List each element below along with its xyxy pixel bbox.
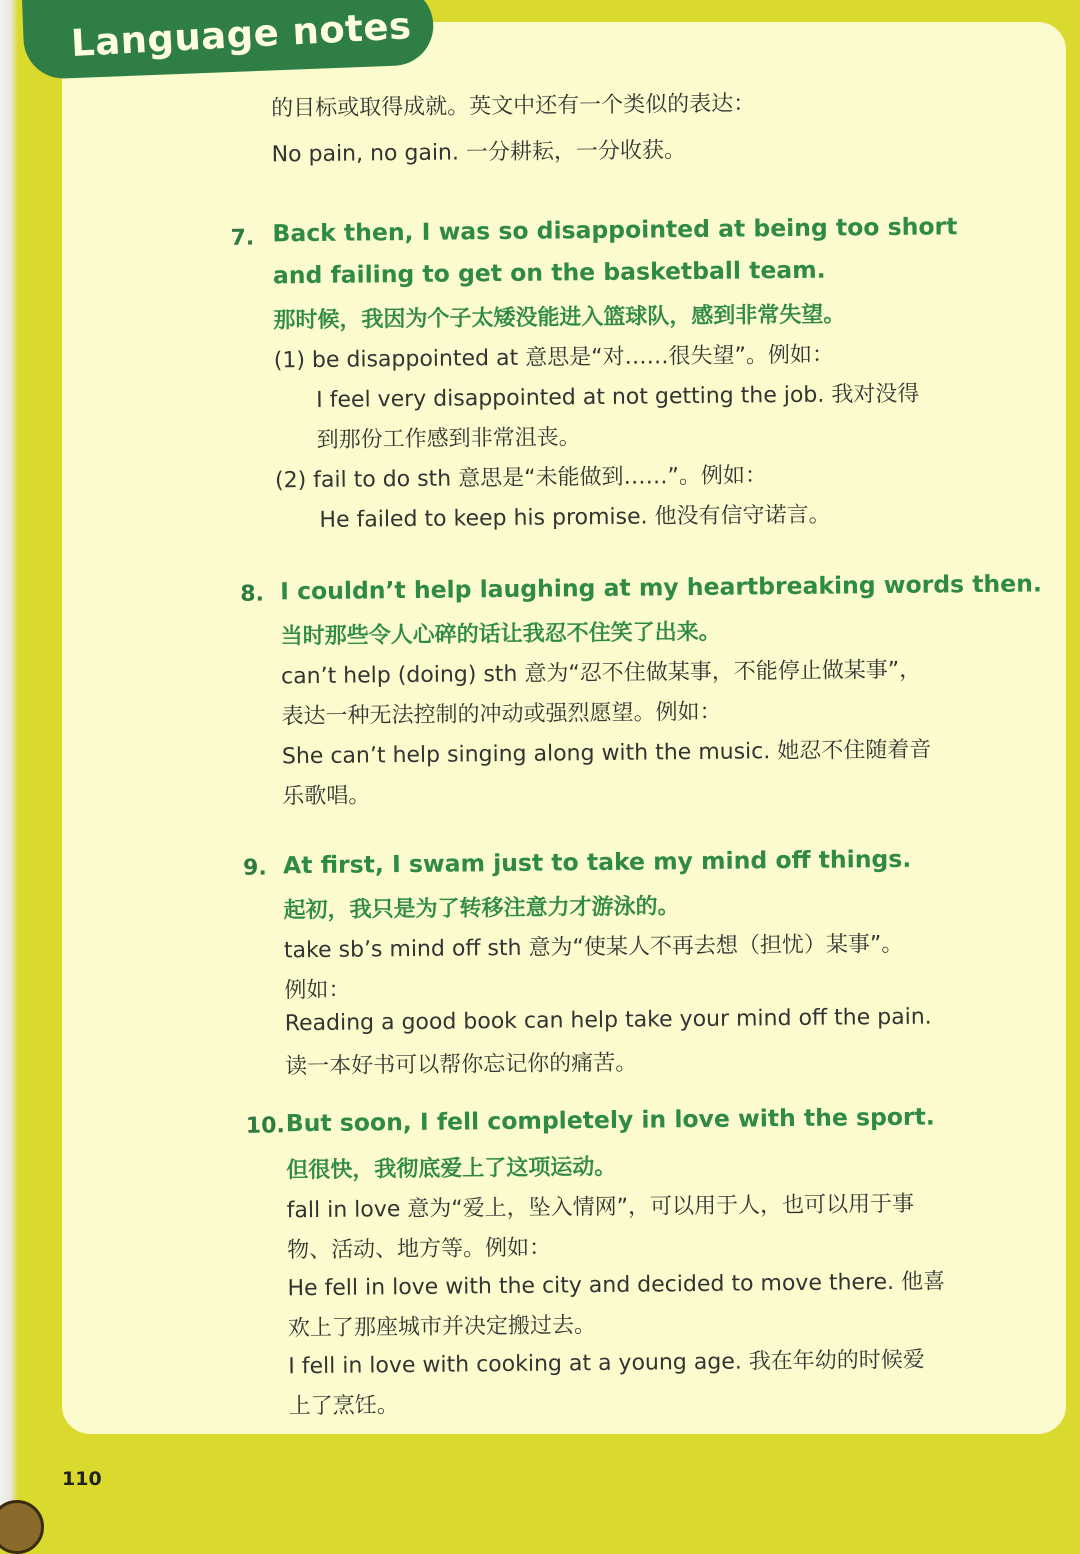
note-body-line: fall in love 意为“爱上，坠入情网”，可以用于人，也可以用于事 — [286, 1191, 915, 1224]
note-body-line: take sb’s mind off sth 意为“使某人不再去想（担忧）某事”。 — [283, 931, 904, 964]
note-body-line: (1) be disappointed at 意思是“对……很失望”。例如： — [273, 342, 835, 374]
note-translation: 起初，我只是为了转移注意力才游泳的。 — [283, 894, 680, 924]
note-sentence: and failing to get on the basketball team. — [272, 255, 826, 290]
note-body-line: (2) fail to do sth 意思是“未能做到……”。例如： — [274, 463, 768, 494]
note-body-line: Reading a good book can help take your mind off the pain. — [284, 1004, 932, 1037]
note-translation: 当时那些令人心碎的话让我忍不住笑了出来。 — [280, 619, 721, 650]
note-body-line: 到那份工作感到非常沮丧。 — [316, 425, 581, 453]
note-sentence: I couldn’t help laughing at my heartbreaking words then. — [280, 569, 1042, 606]
note-body-line: She can’t help singing along with the music. 她忍不住随着音 — [281, 737, 932, 770]
note-number: 10. — [245, 1113, 285, 1139]
note-body-line: He fell in love with the city and decided to move there. 他喜 — [287, 1269, 946, 1302]
note-sentence: But soon, I fell completely in love with the sport. — [285, 1102, 935, 1138]
note-number: 9. — [242, 855, 267, 881]
note-body-line: can’t help (doing) sth 意为“忍不住做某事，不能停止做某事”， — [280, 657, 922, 690]
note-number: 8. — [240, 581, 265, 607]
intro-line: 的目标或取得成就。英文中还有一个类似的表达： — [271, 91, 756, 122]
note-body-line: He failed to keep his promise. 他没有信守诺言。 — [319, 502, 831, 533]
note-body-line: 欢上了那座城市并决定搬过去。 — [287, 1313, 597, 1342]
note-translation: 那时候，我因为个子太矮没能进入篮球队，感到非常失望。 — [273, 302, 846, 334]
note-translation: 但很快，我彻底爱上了这项运动。 — [286, 1154, 617, 1184]
note-sentence: Back then, I was so disappointed at being too short — [272, 212, 958, 248]
note-body-line: I feel very disappointed at not getting the job. 我对没得 — [316, 381, 920, 413]
note-body-line: I fell in love with cooking at a young age. 我在年幼的时候爱 — [288, 1347, 925, 1380]
intro-line: No pain, no gain. 一分耕耘，一分收获。 — [271, 138, 687, 168]
section-title: Language notes — [70, 4, 413, 65]
note-body-line: 例如： — [284, 977, 351, 1004]
note-body-line: 读一本好书可以帮你忘记你的痛苦。 — [285, 1050, 638, 1080]
note-body-line: 表达一种无法控制的冲动或强烈愿望。例如： — [281, 699, 722, 730]
note-body-line: 物、活动、地方等。例如： — [286, 1235, 552, 1264]
note-sentence: At first, I swam just to take my mind off things. — [282, 844, 912, 880]
page-number: 110 — [62, 1468, 102, 1490]
note-body-line: 上了烹饪。 — [288, 1393, 399, 1420]
note-number: 7. — [230, 225, 255, 251]
note-body-line: 乐歌唱。 — [282, 783, 371, 810]
